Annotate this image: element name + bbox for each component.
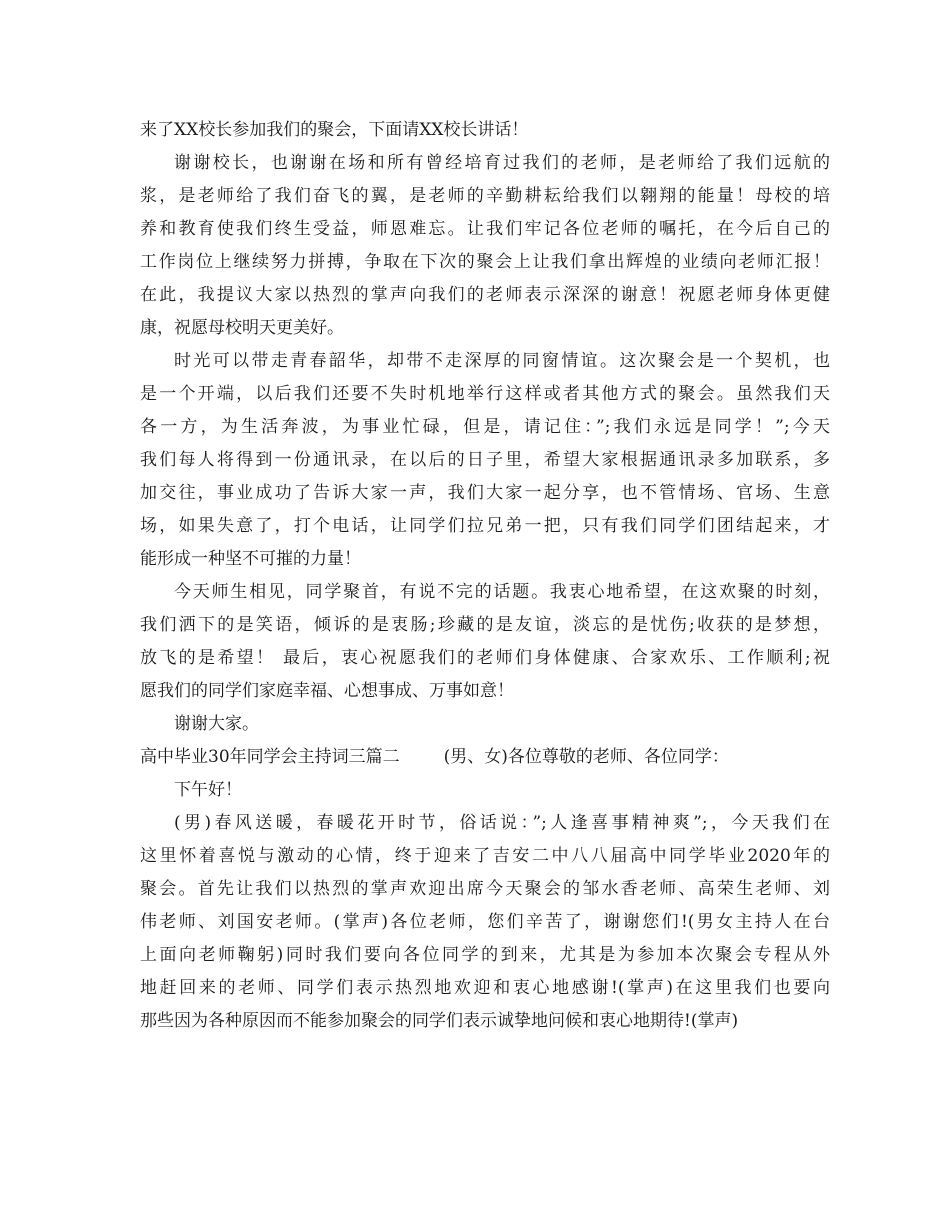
text-line: 那些因为各种原因而不能参加聚会的同学们表示诚挚地问候和衷心地期待!(掌声) bbox=[140, 1011, 739, 1031]
text-line: 浆，是老师给了我们奋飞的翼，是老师的辛勤耕耘给我们以翱翔的能量！母校的培 bbox=[140, 186, 830, 206]
text-line: 养和教育使我们终生受益，师恩难忘。让我们牢记各位老师的嘱托，在今后自己的 bbox=[140, 219, 830, 239]
greeting-line: 下午好！ bbox=[174, 780, 242, 800]
text-line: 这里怀着喜悦与激动的心情，终于迎来了吉安二中八八届高中同学毕业2020年的 bbox=[140, 846, 830, 866]
text-line: 我们洒下的是笑语，倾诉的是衷肠;珍藏的是友谊，淡忘的是忧伤;收获的是梦想， bbox=[140, 615, 830, 635]
text-line: 场，如果失意了，打个电话，让同学们拉兄弟一把，只有我们同学们团结起来，才 bbox=[140, 516, 830, 536]
document-body bbox=[140, 114, 830, 1038]
text-line: 今天师生相见，同学聚首，有说不完的话题。我衷心地希望，在这欢聚的时刻， bbox=[174, 582, 830, 602]
text-line: 愿我们的同学们家庭幸福、心想事成、万事如意！ bbox=[140, 681, 514, 701]
text-line: 我们每人将得到一份通讯录，在以后的日子里，希望大家根据通讯录多加联系，多 bbox=[140, 450, 830, 470]
text-line: 谢谢校长，也谢谢在场和所有曾经培育过我们的老师，是老师给了我们远航的 bbox=[174, 153, 830, 173]
text-line: 地赶回来的老师、同学们表示热烈地欢迎和衷心地感谢!(掌声)在这里我们也要向 bbox=[140, 978, 830, 998]
text-line: 各一方，为生活奔波，为事业忙碌，但是，请记住：”;我们永远是同学！”;今天 bbox=[140, 417, 830, 437]
paragraph-friendship bbox=[140, 345, 830, 576]
text-line: (男)春风送暖，春暖花开时节，俗话说：”;人逢喜事精神爽”;，今天我们在 bbox=[174, 813, 830, 833]
text-line: 康，祝愿母校明天更美好。 bbox=[140, 318, 344, 338]
section-subtitle: (男、女)各位尊敬的老师、各位同学： bbox=[443, 747, 729, 767]
text-line: 加交往，事业成功了告诉大家一声，我们大家一起分享，也不管情场、官场、生意 bbox=[140, 483, 830, 503]
text-line: 时光可以带走青春韶华，却带不走深厚的同窗情谊。这次聚会是一个契机，也 bbox=[174, 351, 830, 371]
text-line: 工作岗位上继续努力拼搏，争取在下次的聚会上让我们拿出辉煌的业绩向老师汇报！ bbox=[140, 252, 830, 272]
text-line: 谢谢大家。 bbox=[174, 714, 259, 734]
text-line: 聚会。首先让我们以热烈的掌声欢迎出席今天聚会的邹水香老师、高荣生老师、刘 bbox=[140, 879, 830, 899]
paragraph-thank-you bbox=[140, 708, 830, 741]
text-line: 能形成一种坚不可摧的力量！ bbox=[140, 549, 361, 569]
section-title: 高中毕业30年同学会主持词三篇二 bbox=[140, 747, 400, 767]
text-line: 是一个开端，以后我们还要不失时机地举行这样或者其他方式的聚会。虽然我们天 bbox=[140, 384, 830, 404]
paragraph-opening-remarks bbox=[140, 807, 830, 1038]
paragraph-thanks-principal bbox=[140, 147, 830, 345]
paragraph-intro-continuation bbox=[140, 114, 830, 147]
text-line: 在此，我提议大家以热烈的掌声向我们的老师表示深深的谢意！祝愿老师身体更健 bbox=[140, 285, 830, 305]
paragraph-wishes bbox=[140, 576, 830, 708]
text-line: 来了XX校长参加我们的聚会，下面请XX校长讲话！ bbox=[140, 120, 529, 140]
text-line: 放飞的是希望！ 最后，衷心祝愿我们的老师们身体健康、合家欢乐、工作顺利;祝 bbox=[140, 648, 830, 668]
text-line: 伟老师、刘国安老师。(掌声)各位老师，您们辛苦了，谢谢您们!(男女主持人在台 bbox=[140, 912, 830, 932]
text-line: 上面向老师鞠躬)同时我们要向各位同学的到来，尤其是为参加本次聚会专程从外 bbox=[140, 945, 830, 965]
section-heading bbox=[140, 741, 830, 774]
